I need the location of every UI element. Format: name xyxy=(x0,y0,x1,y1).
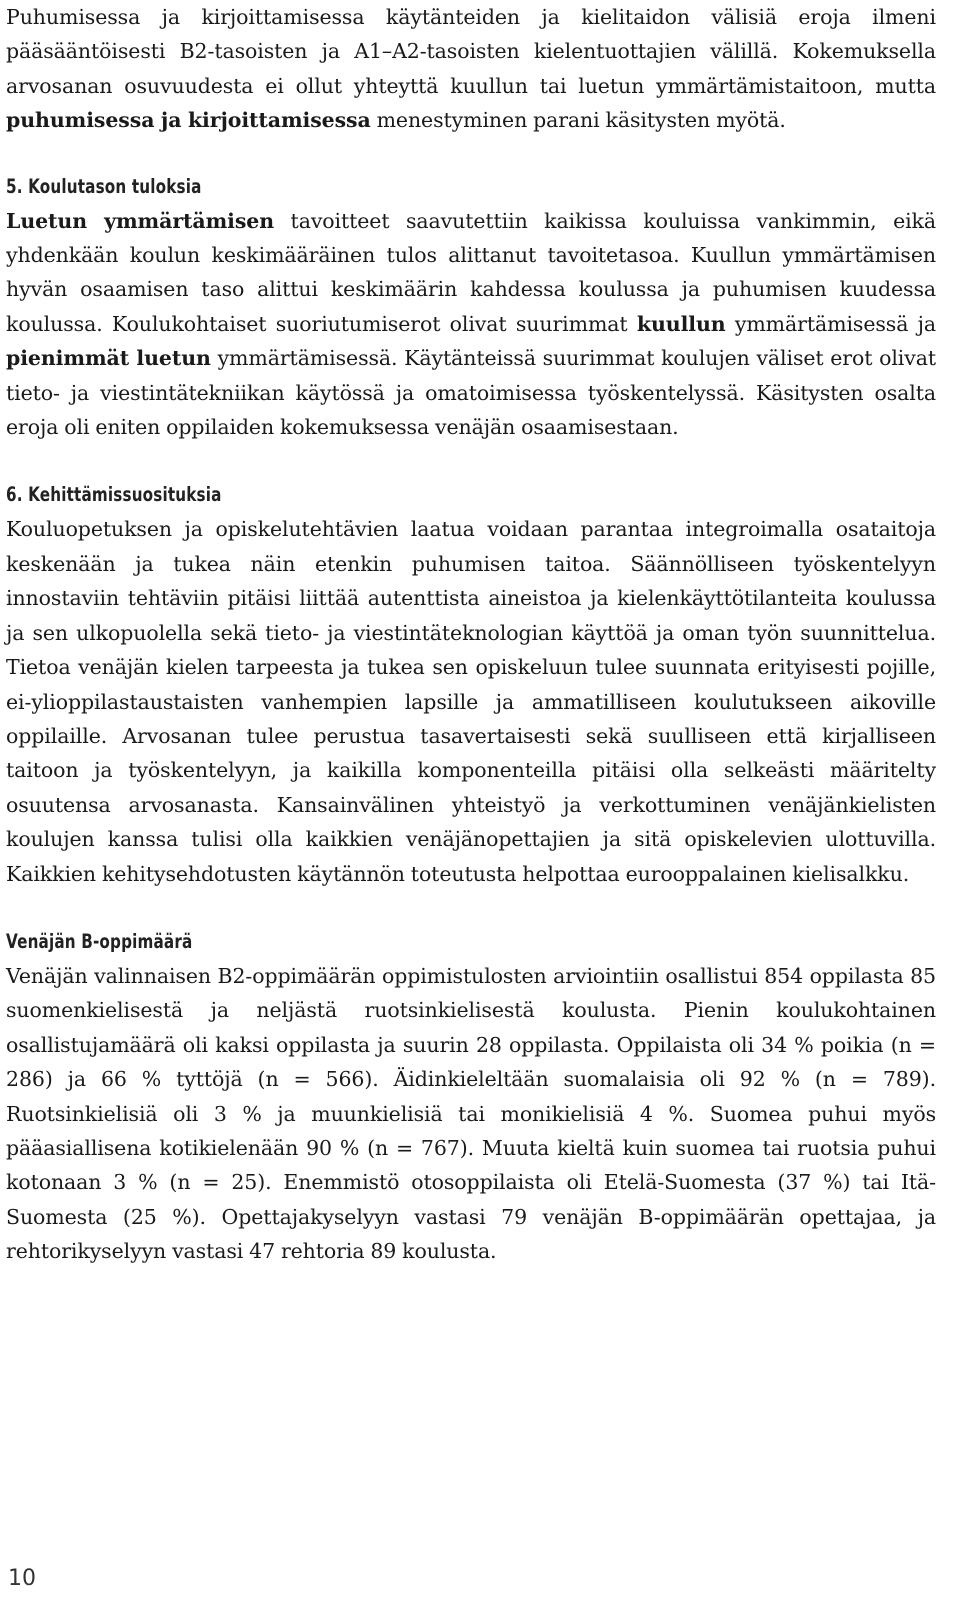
section-5-text-2: ymmärtämisessä ja xyxy=(725,311,936,336)
section-5-text-3: ymmärtämisessä. Käytänteissä suurimmat koulujen väliset erot olivat tieto- ja viestintätekniikan käytössä ja omatoimisessa työskentelyssä. Käsitysten osalta eroja oli eniten oppilaiden kokemuksessa venäjän osaamisestaan. xyxy=(6,346,936,440)
intro-bold-1: puhumisessa ja kirjoittamisessa xyxy=(6,108,371,133)
section-6-paragraph: Kouluopetuksen ja opiskelutehtävien laatua voidaan parantaa integroimalla osataitoja keskenään ja tukea näin etenkin puhumisen taitoa. Säännölliseen työskentelyyn innostaviin tehtäviin pitäisi liittää autenttista aineistoa ja kielenkäyttötilanteita koulussa ja sen ulkopuolella sekä tieto- ja viestintäteknologian käyttöä ja oman työn suunnittelua. Tietoa venäjän kielen tarpeesta ja tukea sen opiskeluun tulee suunnata erityisesti pojille, ei-ylioppilastaustaisten vanhempien lapsille ja ammatilliseen koulutukseen aikoville oppilaille. Arvosanan tulee perustua tasavertaisesti sekä suulliseen että kirjalliseen taitoon ja työskentelyyn, ja kaikilla komponenteilla pitäisi olla selkeästi määritelty osuutensa arvosanasta. Kansainvälinen yhteistyö ja verkottuminen venäjänkielisten koulujen kanssa tulisi olla kaikkien venäjänopettajien ja sitä opiskelevien ulottuvilla. Kaikkien kehitysehdotusten käytännön toteutusta helpottaa eurooppalainen kielisalkku. xyxy=(6,517,936,886)
section-5-bold-1: Luetun ymmärtämisen xyxy=(6,208,275,233)
venajan-b-paragraph: Venäjän valinnaisen B2-oppimäärän oppimistulosten arviointiin osallistui 854 oppilasta 85 suomenkielisestä ja neljästä ruotsinkielisestä koulusta. Pienin koulukohtainen osallistujamäärä oli kaksi oppilasta ja suurin 28 oppilasta. Oppilaista oli 34 % poikia (n = 286) ja 66 % tyttöjä (n = 566). Äidinkieleltään suomalaisia oli 92 % (n = 789). Ruotsinkielisiä oli 3 % ja muunkielisiä tai monikielisiä 4 %. Suomea puhui myös pääasiallisena kotikielenään 90 % (n = 767). Muuta kieltä kuin suomea tai ruotsia puhui kotonaan 3 % (n = 25). Enemmistö otosoppilaista oli Etelä-Suomesta (37 %) tai Itä-Suomesta (25 %). Opettajakyselyyn vastasi 79 venäjän B-oppimäärän opettajaa, ja rehtorikyselyyn vastasi 47 rehtoria 89 koulusta. xyxy=(6,963,936,1264)
intro-paragraph xyxy=(6,0,936,138)
section-5-bold-2: kuullun xyxy=(636,311,726,336)
intro-text-1: Puhumisessa ja kirjoittamisessa käytänteiden ja kielitaidon välisiä eroja ilmeni pääsääntöisesti B2-tasoisten ja A1–A2-tasoisten kielentuottajien välillä. Kokemuksella arvosanan osuvuudesta ei ollut yhteyttä kuullun tai luetun ymmärtämistaitoon, mutta xyxy=(6,5,936,98)
document-page xyxy=(6,0,936,1269)
page-number: 10 xyxy=(8,1566,36,1591)
section-5-heading: 5. Koulutason tuloksia xyxy=(6,174,202,198)
venajan-b-heading: Venäjän B-oppimäärä xyxy=(6,929,193,953)
intro-text-2: menestyminen parani käsitysten myötä. xyxy=(370,108,786,133)
section-5-text-1: tavoitteet saavutettiin kaikissa kouluissa vankimmin, eikä yhdenkään koulun keskimääräinen tulos alittanut tavoitetasoa. Kuullun ymmärtämisen hyvän osaamisen taso alittui keskimäärin kahdessa koulussa ja puhumisen kuudessa koulussa. Koulukohtaiset suoriutumiserot olivat suurimmat xyxy=(6,208,937,336)
section-5-bold-3: pienimmät luetun xyxy=(6,346,211,371)
section-6-heading: 6. Kehittämissuosituksia xyxy=(6,483,222,507)
section-5-paragraph xyxy=(6,204,936,445)
